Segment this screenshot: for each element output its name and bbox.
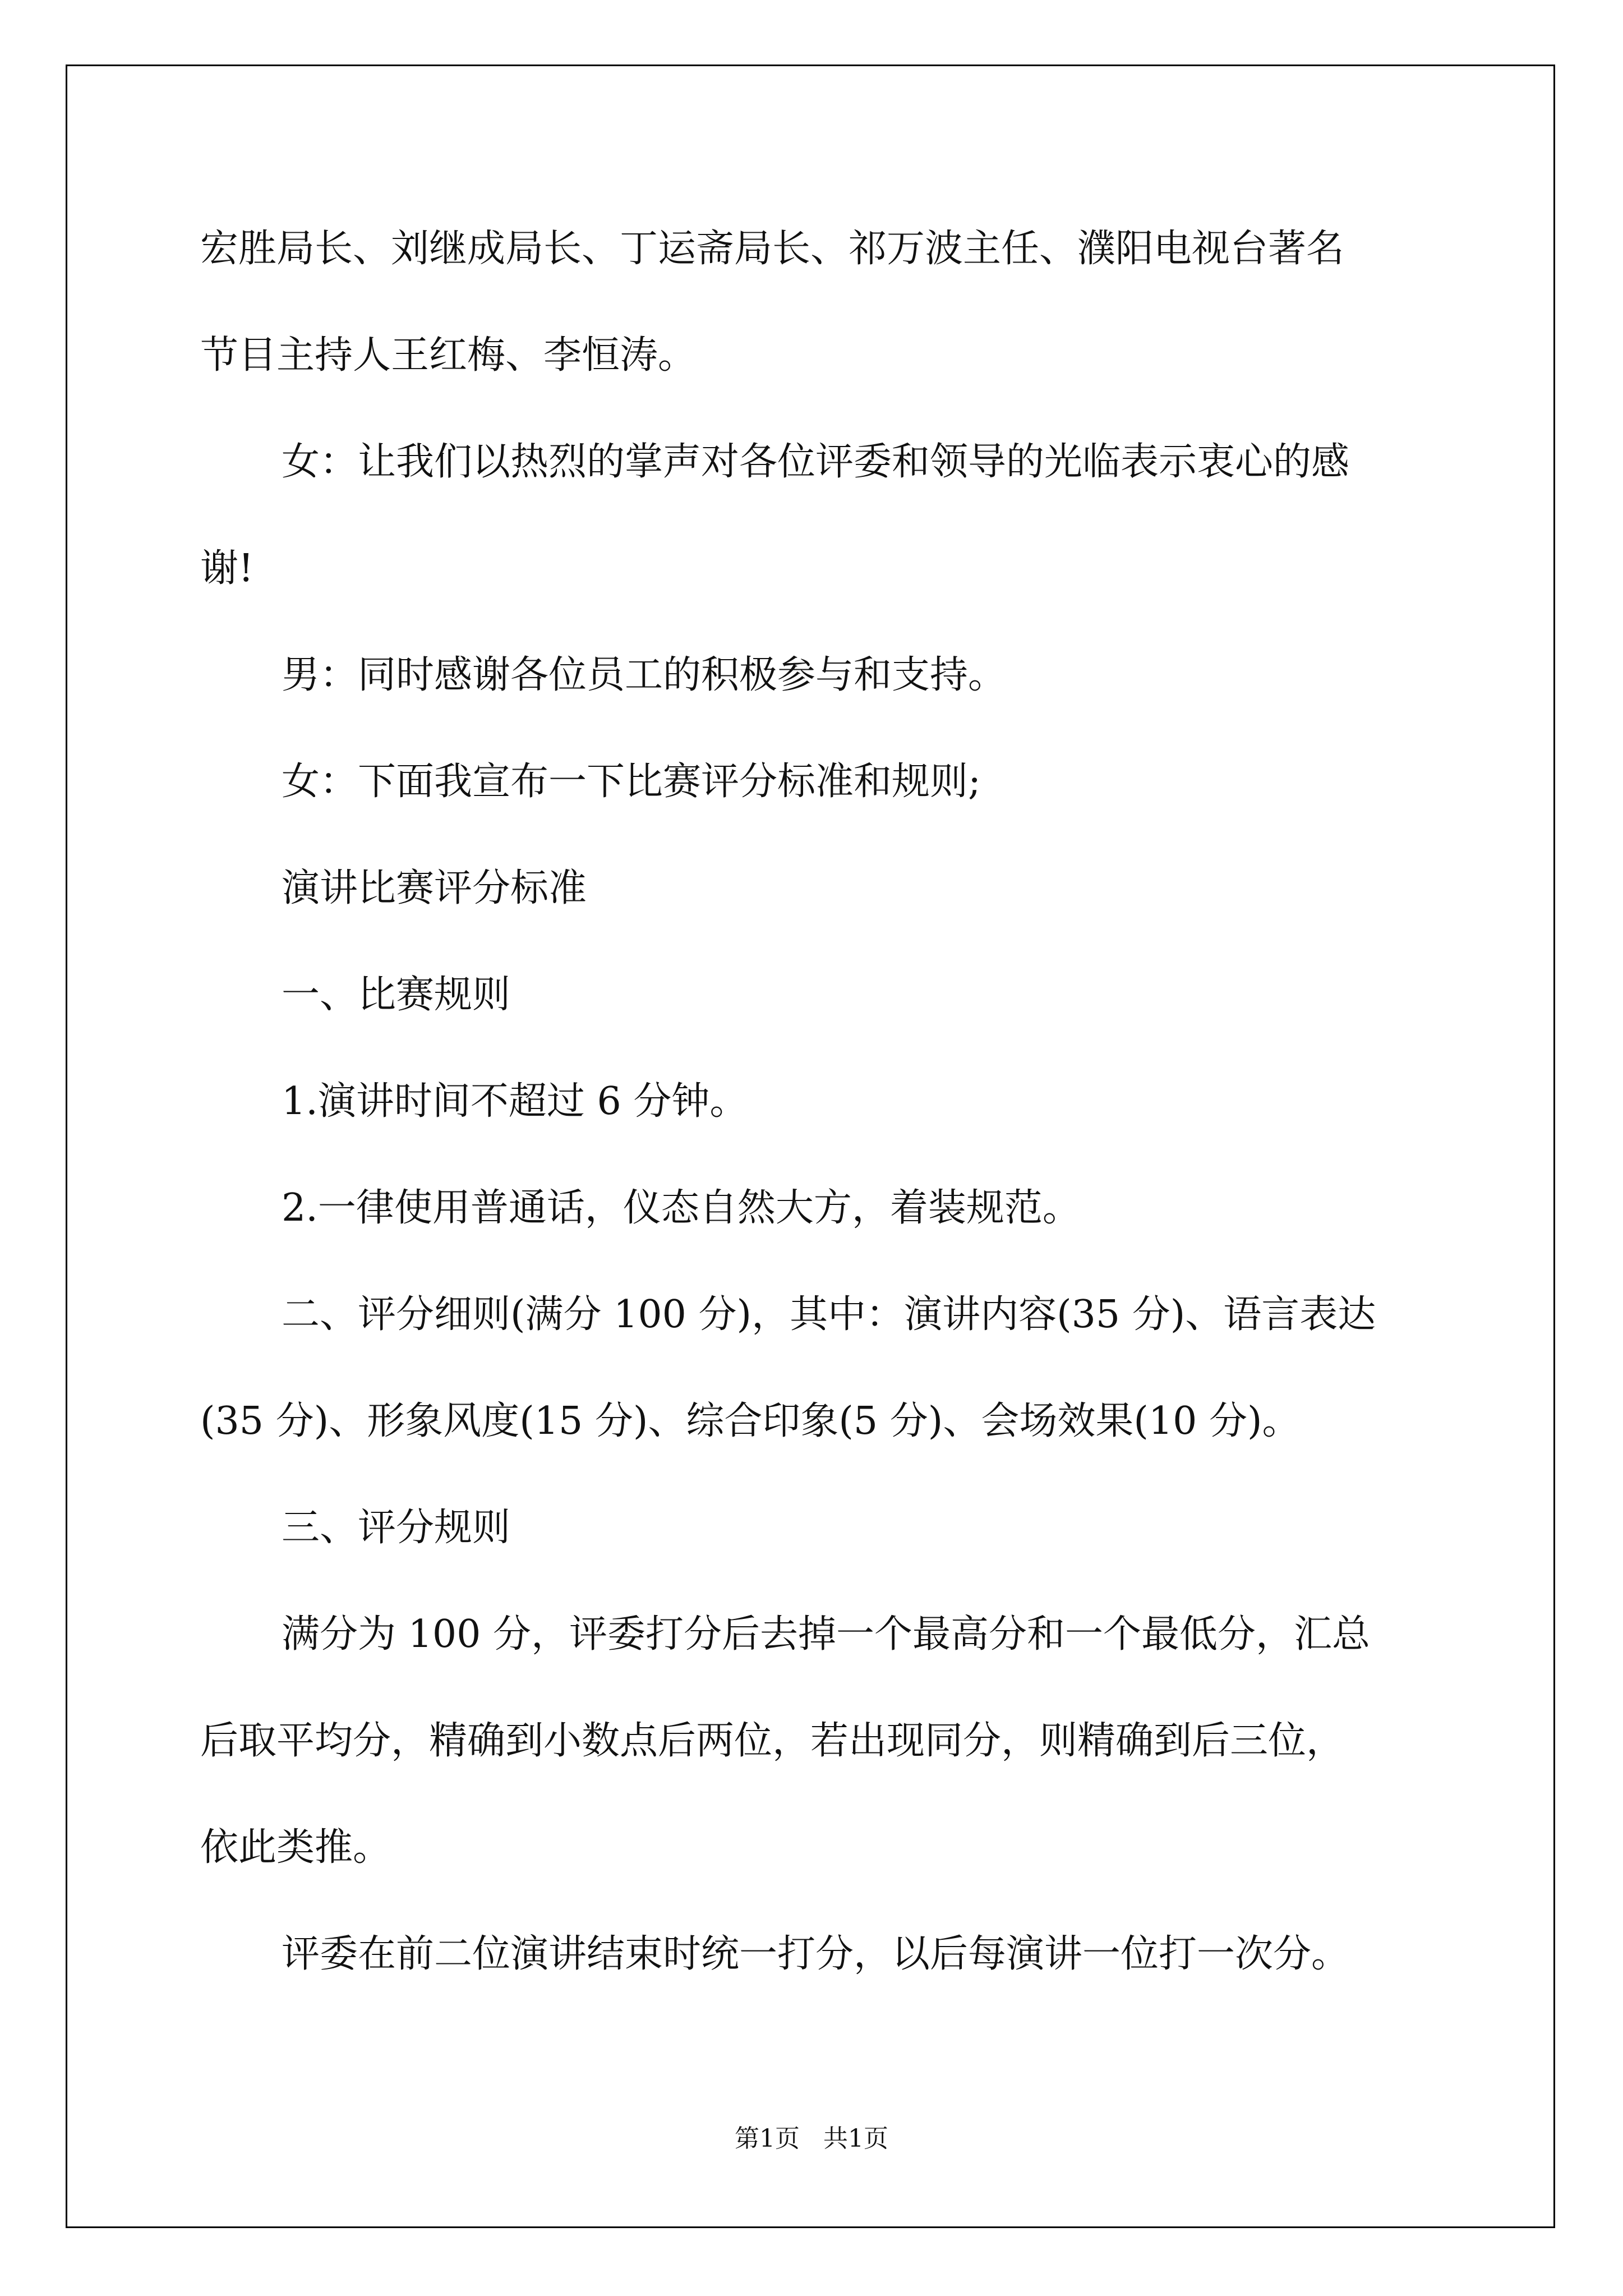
page-footer: 第1页 共1页: [735, 2124, 888, 2153]
text-line: 演讲比赛评分标准: [282, 866, 587, 910]
text-line: 二、评分细则(满分 100 分)，其中：演讲内容(35 分)、语言表达: [282, 1292, 1376, 1337]
text-line: 女：让我们以热烈的掌声对各位评委和领导的光临表示衷心的感: [282, 440, 1350, 484]
text-line: 一、比赛规则: [282, 973, 511, 1017]
text-line: 三、评分规则: [282, 1506, 511, 1550]
text-line: 1.演讲时间不超过 6 分钟。: [282, 1079, 748, 1124]
text-line: 后取平均分，精确到小数点后两位，若出现同分，则精确到后三位，: [200, 1719, 1345, 1763]
text-line: 满分为 100 分，评委打分后去掉一个最高分和一个最低分，汇总: [282, 1612, 1371, 1657]
text-line: (35 分)、形象风度(15 分)、综合印象(5 分)、会场效果(10 分)。: [200, 1399, 1301, 1443]
text-line: 谢!: [200, 546, 254, 591]
text-line: 评委在前二位演讲结束时统一打分，以后每演讲一位打一次分。: [282, 1932, 1350, 1976]
text-line: 2.一律使用普通话，仪态自然大方，着装规范。: [282, 1186, 1081, 1230]
page-border: [66, 65, 1555, 2228]
text-line: 依此类推。: [200, 1825, 391, 1870]
text-line: 节目主持人王红梅、李恒涛。: [200, 333, 697, 378]
text-line: 男：同时感谢各位员工的积极参与和支持。: [282, 653, 1007, 697]
text-line: 女：下面我宣布一下比赛评分标准和规则;: [282, 760, 981, 804]
text-line: 宏胜局长、刘继成局长、丁运斋局长、祁万波主任、濮阳电视台著名: [200, 227, 1345, 271]
